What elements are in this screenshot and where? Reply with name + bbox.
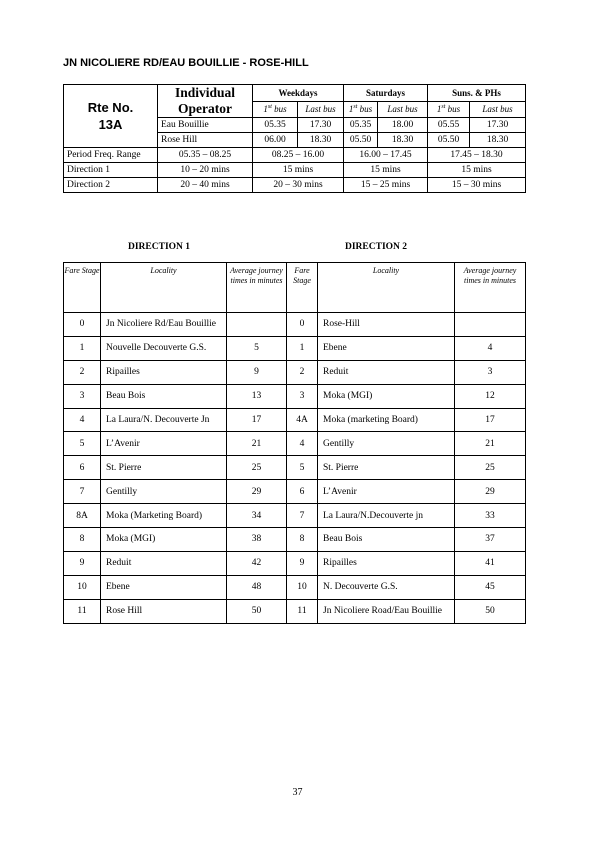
locality-cell: Nouvelle Decouverte G.S. [101, 336, 227, 360]
first-bus-header: 1st bus [253, 101, 298, 118]
table-row [64, 599, 526, 623]
fare-stage-cell: 6 [64, 456, 101, 480]
period-cell: 17.45 – 18.30 [428, 148, 526, 163]
group-sundays: Suns. & PHs [428, 85, 526, 102]
journey-time-cell [227, 313, 287, 337]
fare-stage-cell: 2 [287, 360, 318, 384]
stop-name: Eau Bouillie [158, 118, 253, 133]
period-label: Period Freq. Range [64, 148, 158, 163]
fare-header-row [64, 263, 526, 313]
direction1-heading: DIRECTION 1 [128, 242, 191, 252]
freq-cell: 15 mins [428, 163, 526, 178]
fare-stage-cell: 4A [287, 408, 318, 432]
journey-time-cell: 25 [455, 456, 526, 480]
journey-time-cell: 29 [455, 480, 526, 504]
journey-time-cell: 17 [455, 408, 526, 432]
fare-stage-cell: 10 [64, 575, 101, 599]
fare-stage-cell: 11 [64, 599, 101, 623]
last-bus-header: Last bus [470, 101, 526, 118]
locality-cell: Moka (marketing Board) [318, 408, 455, 432]
locality-cell: Rose-Hill [318, 313, 455, 337]
route-label: Rte No. [87, 100, 134, 115]
locality-cell: L’Avenir [318, 480, 455, 504]
time-cell: 18.30 [378, 133, 428, 148]
journey-time-cell: 50 [455, 599, 526, 623]
freq-cell: 20 – 40 mins [158, 178, 253, 193]
locality-cell: La Laura/N.Decouverte jn [318, 504, 455, 528]
journey-time-cell [455, 313, 526, 337]
locality-cell: La Laura/N. Decouverte Jn [101, 408, 227, 432]
journey-time-cell: 50 [227, 599, 287, 623]
journey-time-header: Average journey times in minutes [455, 263, 526, 313]
freq-cell: 15 – 30 mins [428, 178, 526, 193]
fare-stage-cell: 5 [64, 432, 101, 456]
fare-stage-cell: 4 [64, 408, 101, 432]
locality-header: Locality [318, 263, 455, 313]
journey-time-cell: 17 [227, 408, 287, 432]
route-number-cell [64, 85, 158, 148]
journey-time-cell: 4 [455, 336, 526, 360]
fare-stage-cell: 8A [64, 504, 101, 528]
journey-time-cell: 9 [227, 360, 287, 384]
fare-stage-cell: 10 [287, 575, 318, 599]
locality-cell: Gentilly [318, 432, 455, 456]
locality-cell: Moka (MGI) [101, 528, 227, 552]
table-row [64, 575, 526, 599]
fare-stage-cell: 8 [64, 528, 101, 552]
locality-header: Locality [101, 263, 227, 313]
journey-time-cell: 25 [227, 456, 287, 480]
time-cell: 18.00 [378, 118, 428, 133]
direction2-row [64, 178, 526, 193]
fare-stage-cell: 11 [287, 599, 318, 623]
page-title: JN NICOLIERE RD/EAU BOUILLIE - ROSE-HILL [63, 57, 309, 69]
journey-time-cell: 48 [227, 575, 287, 599]
journey-time-cell: 38 [227, 528, 287, 552]
group-saturdays: Saturdays [344, 85, 428, 102]
direction2-label: Direction 2 [64, 178, 158, 193]
journey-time-cell: 13 [227, 384, 287, 408]
locality-cell: L’Avenir [101, 432, 227, 456]
table-row [64, 336, 526, 360]
fare-stage-cell: 3 [287, 384, 318, 408]
page-number: 37 [292, 787, 303, 798]
freq-cell: 15 mins [344, 163, 428, 178]
locality-cell: Jn Nicoliere Rd/Eau Bouillie [101, 313, 227, 337]
group-weekdays: Weekdays [253, 85, 344, 102]
time-cell: 05.35 [253, 118, 298, 133]
table-row [64, 313, 526, 337]
table-row [64, 551, 526, 575]
direction1-row [64, 163, 526, 178]
journey-time-cell: 37 [455, 528, 526, 552]
locality-cell: Moka (Marketing Board) [101, 504, 227, 528]
journey-time-cell: 12 [455, 384, 526, 408]
journey-time-cell: 42 [227, 551, 287, 575]
fare-stage-cell: 7 [287, 504, 318, 528]
locality-cell: Ripailles [318, 551, 455, 575]
fare-stage-header: Fare Stage [287, 263, 318, 313]
time-cell: 17.30 [298, 118, 344, 133]
locality-cell: St. Pierre [318, 456, 455, 480]
freq-cell: 10 – 20 mins [158, 163, 253, 178]
period-cell: 05.35 – 08.25 [158, 148, 253, 163]
table-row [64, 456, 526, 480]
table-row [64, 432, 526, 456]
table-row [64, 480, 526, 504]
locality-cell: Ebene [101, 575, 227, 599]
fare-stage-header: Fare Stage [64, 263, 101, 313]
period-cell: 16.00 – 17.45 [344, 148, 428, 163]
time-cell: 17.30 [470, 118, 526, 133]
fare-stage-cell: 8 [287, 528, 318, 552]
last-bus-header: Last bus [378, 101, 428, 118]
journey-time-cell: 3 [455, 360, 526, 384]
journey-time-cell: 45 [455, 575, 526, 599]
locality-cell: St. Pierre [101, 456, 227, 480]
journey-time-cell: 21 [227, 432, 287, 456]
time-cell: 05.55 [428, 118, 470, 133]
fare-stage-cell: 0 [287, 313, 318, 337]
table-row [64, 528, 526, 552]
locality-cell: Ebene [318, 336, 455, 360]
locality-cell: Moka (MGI) [318, 384, 455, 408]
table-row [64, 384, 526, 408]
fare-stage-cell: 2 [64, 360, 101, 384]
locality-cell: Reduit [318, 360, 455, 384]
time-cell: 05.50 [428, 133, 470, 148]
time-cell: 18.30 [470, 133, 526, 148]
table-row [64, 504, 526, 528]
locality-cell: Beau Bois [318, 528, 455, 552]
journey-time-cell: 33 [455, 504, 526, 528]
fare-stage-cell: 6 [287, 480, 318, 504]
freq-cell: 15 – 25 mins [344, 178, 428, 193]
journey-time-cell: 5 [227, 336, 287, 360]
time-cell: 05.50 [344, 133, 378, 148]
fare-stage-cell: 9 [287, 551, 318, 575]
locality-cell: Gentilly [101, 480, 227, 504]
period-row [64, 148, 526, 163]
locality-cell: Jn Nicoliere Road/Eau Bouillie [318, 599, 455, 623]
locality-cell: Rose Hill [101, 599, 227, 623]
fare-stage-cell: 1 [287, 336, 318, 360]
fare-stage-cell: 3 [64, 384, 101, 408]
route-number: 13A [98, 117, 123, 132]
journey-time-cell: 29 [227, 480, 287, 504]
journey-time-header: Average journey times in minutes [227, 263, 287, 313]
operator-label: Individual Operator [158, 85, 253, 118]
fare-stage-cell: 5 [287, 456, 318, 480]
fare-stage-cell: 7 [64, 480, 101, 504]
locality-cell: N. Decouverte G.S. [318, 575, 455, 599]
journey-time-cell: 21 [455, 432, 526, 456]
route-timetable [63, 84, 526, 193]
time-cell: 18.30 [298, 133, 344, 148]
journey-time-cell: 41 [455, 551, 526, 575]
direction1-label: Direction 1 [64, 163, 158, 178]
freq-cell: 20 – 30 mins [253, 178, 344, 193]
locality-cell: Beau Bois [101, 384, 227, 408]
time-cell: 05.35 [344, 118, 378, 133]
first-bus-header: 1st bus [344, 101, 378, 118]
locality-cell: Reduit [101, 551, 227, 575]
locality-cell: Ripailles [101, 360, 227, 384]
journey-time-cell: 34 [227, 504, 287, 528]
fare-stage-cell: 4 [287, 432, 318, 456]
time-cell: 06.00 [253, 133, 298, 148]
last-bus-header: Last bus [298, 101, 344, 118]
fare-stage-cell: 0 [64, 313, 101, 337]
table-row [64, 360, 526, 384]
fare-stage-cell: 1 [64, 336, 101, 360]
stop-name: Rose Hill [158, 133, 253, 148]
period-cell: 08.25 – 16.00 [253, 148, 344, 163]
freq-cell: 15 mins [253, 163, 344, 178]
table-row [64, 408, 526, 432]
fare-stage-table [63, 262, 526, 624]
first-bus-header: 1st bus [428, 101, 470, 118]
direction2-heading: DIRECTION 2 [345, 242, 408, 252]
fare-stage-cell: 9 [64, 551, 101, 575]
